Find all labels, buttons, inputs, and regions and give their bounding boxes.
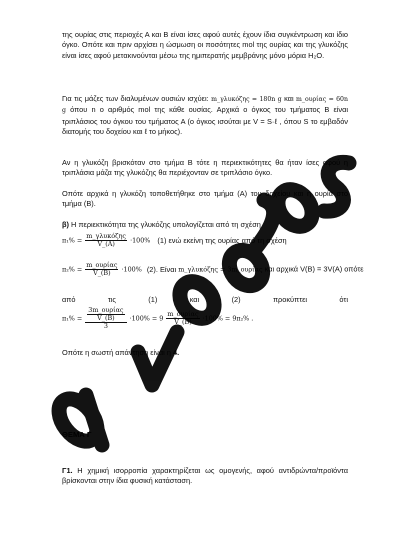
beta-text: Η περιεκτικότητα της γλυκόζης υπολογίζεται από τη σχέση	[71, 220, 261, 229]
eq1-tail: ·100%	[130, 236, 151, 245]
answer-number: 4.	[173, 348, 180, 357]
eq4-lhs: π₁% =	[62, 314, 83, 323]
word-1: από	[62, 295, 76, 304]
paragraph-g1	[62, 466, 348, 487]
g1-label: Γ1.	[62, 466, 73, 475]
eq2-lhs: π₂% =	[62, 265, 83, 274]
eq2-numerator: m_ουρίας	[86, 261, 118, 269]
eq4-inner-fraction	[87, 307, 124, 322]
masses-text-c: όπου n ο αριθμός mol της κάθε ουσίας. Αρχικά ο όγκος του τμήματος Β είναι τριπλάσιος του όγκου του τμήματος Α (ο όγκος ισούται με V = S·ℓ , όπου S το εμβαδόν διατομής του δοχείου και ℓ το μήκος).	[62, 105, 348, 137]
word-5: (2)	[231, 295, 241, 304]
eq1-denominator: V_(A)	[97, 240, 115, 248]
word-6: προκύπτει	[272, 295, 308, 304]
word-3: (1)	[148, 295, 158, 304]
paragraph-conclusion-a: Οπότε αρχικά η γλυκόζη τοποθετήθηκε στο τμήμα (Α) του δοχείου και η ουρία στο τμήμα (Β).	[62, 189, 348, 209]
g1-text: Η χημική ισορροπία χαρακτηρίζεται ως ομογενής, αφού αντιδρώντα/προϊόντα βρίσκονται στην ίδια φυσική κατάσταση.	[62, 466, 348, 486]
eq4-second-numerator: m_ουρίας	[167, 310, 199, 318]
word-4: και	[189, 295, 200, 304]
equation-urea-concentration	[62, 262, 364, 277]
paragraph-answer	[62, 348, 348, 358]
equation-result	[62, 307, 253, 330]
word-7: ότι	[339, 295, 348, 304]
paragraph-beta	[62, 220, 348, 230]
eq4-compound-fraction	[85, 307, 126, 330]
eq4-mid: ·100% = 9	[129, 314, 164, 323]
section-heading: ΘΕΜΑ Γ	[62, 430, 92, 439]
equation-glucose-concentration	[62, 233, 287, 248]
eq3-mass-relation: m_γλυκόζης = 3m_ουρίας	[178, 265, 263, 274]
eq4-second-fraction	[166, 311, 199, 326]
part-beta-label: β)	[62, 220, 69, 229]
eq4-inner-denominator: V_(B)	[97, 314, 115, 322]
mass-urea-formula: m_ουρίας = 60n g	[62, 96, 348, 115]
eq4-compound-numerator	[85, 307, 126, 323]
eq1-numerator: m_γλυκόζης	[86, 232, 127, 240]
masses-text-a: Για τις μάζες των διαλυμένων ουσιών ισχύει:	[62, 94, 209, 103]
paragraph-glucose-b: Αν η γλυκόζη βρισκόταν στο τμήμα Β τότε η περιεκτικότητες θα ήταν ίσες αφού η τριπλάσια μάζα της γλυκόζης θα περιέχονταν σε τριπλάσιο όγκο.	[62, 158, 348, 178]
eq4-compound-denominator: 3	[103, 322, 108, 330]
eq2-denominator: V_(B)	[93, 269, 111, 277]
paragraph-masses	[62, 94, 348, 138]
eq2-following-text: (2). Είναι	[146, 264, 177, 274]
masses-text-b: και	[284, 94, 294, 103]
eq4-second-denominator: V_(B)	[174, 318, 192, 326]
eq2-fraction	[85, 262, 118, 277]
watermark-alpha	[51, 392, 104, 448]
eq4-tail: ·100% = 9π₂% .	[202, 314, 254, 323]
eq1-lhs: π₁% =	[62, 236, 83, 245]
answer-text: Οπότε η σωστή απάντηση είναι η	[62, 348, 171, 357]
paragraph-from-1-2	[62, 295, 348, 305]
eq2-tail: ·100%	[121, 265, 142, 274]
eq1-following-text: (1) ενώ εκείνη της ουρίας από τη σχέση	[157, 235, 287, 245]
word-2: τις	[107, 295, 116, 304]
eq1-fraction	[85, 233, 127, 248]
eq4-inner-numerator: 3m_ουρίας	[88, 306, 124, 314]
mass-glucose-formula: m_γλυκόζης = 180n g	[211, 96, 282, 103]
watermark-nu	[138, 332, 180, 385]
paragraph-intro: της ουρίας στις περιοχές Α και Β είναι ίσες αφού αυτές έχουν ίδια συγκέντρωση και ίδιο όγκο. Οπότε και πριν αρχίσει η ώσμωση οι ποσότητες mol της ουρίας και της γλυκόζης είναι ίσες αφού μετακινούνται μέσω της ημιπερατής μεμβράνης μόνο μόρια Η₂Ο.	[62, 30, 348, 60]
eq3-following-text: και αρχικά V(B) = 3V(A) οπότε	[264, 264, 364, 274]
